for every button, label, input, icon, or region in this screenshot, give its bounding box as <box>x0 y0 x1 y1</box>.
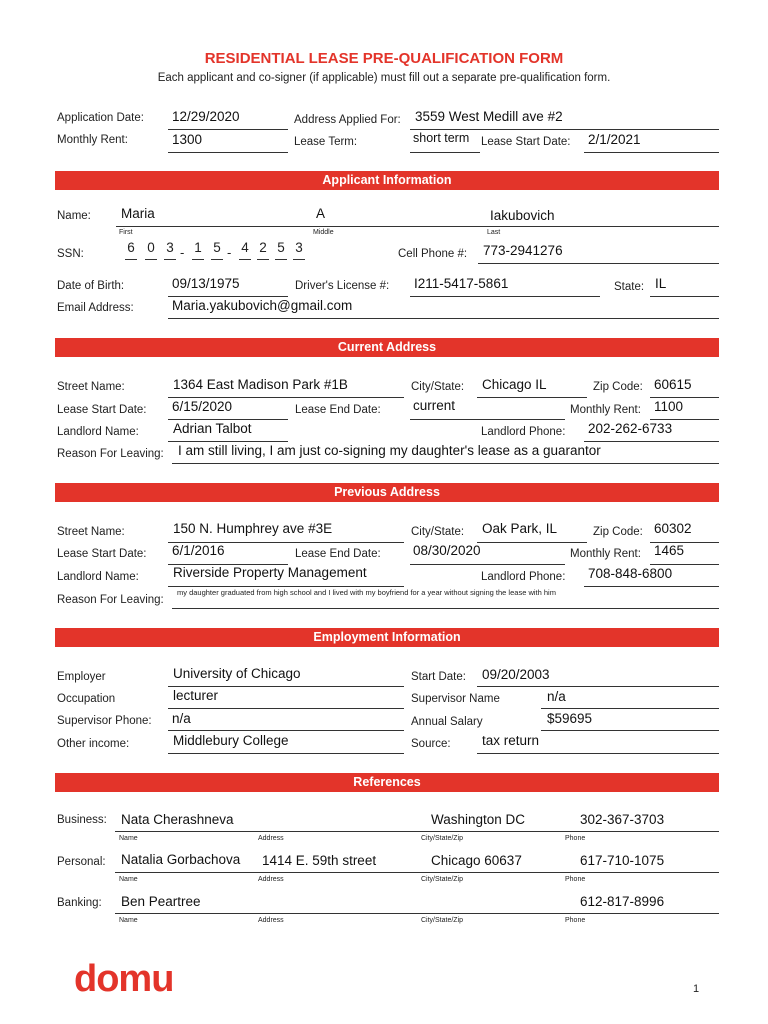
banking-ref-label: Banking: <box>57 897 102 909</box>
name-label: Name: <box>57 210 91 222</box>
personal-ref-label: Personal: <box>57 856 106 868</box>
business-ref-city[interactable]: Washington DC <box>431 812 526 827</box>
domu-logo: domu <box>74 958 174 1000</box>
previous-address-header: Previous Address <box>55 483 719 502</box>
current-street-label: Street Name: <box>57 381 125 393</box>
previous-street-field[interactable]: 150 N. Humphrey ave #3E <box>173 521 333 536</box>
cell-phone-label: Cell Phone #: <box>398 248 468 260</box>
previous-landlord-phone-label: Landlord Phone: <box>481 571 566 583</box>
lease-start-field[interactable]: 2/1/2021 <box>588 132 641 147</box>
drivers-license-label: Driver's License #: <box>295 280 390 292</box>
income-source-label: Source: <box>411 738 451 750</box>
current-landlord-field[interactable]: Adrian Talbot <box>173 421 252 436</box>
previous-street-label: Street Name: <box>57 526 125 538</box>
lease-term-field[interactable]: short term <box>413 131 470 145</box>
ssn-digit: 3 <box>295 240 303 255</box>
ssn-digit: 1 <box>194 240 202 255</box>
current-zip-label: Zip Code: <box>593 381 643 393</box>
middle-caption: Middle <box>313 229 334 236</box>
current-address-header: Current Address <box>55 338 719 357</box>
occupation-label: Occupation <box>57 693 116 705</box>
ssn-digit: 2 <box>259 240 267 255</box>
address-applied-label: Address Applied For: <box>294 114 401 126</box>
previous-reason-label: Reason For Leaving: <box>57 594 164 606</box>
business-ref-label: Business: <box>57 814 107 826</box>
monthly-rent-field[interactable]: 1300 <box>172 132 203 147</box>
name-caption: Name <box>119 835 138 842</box>
current-start-label: Lease Start Date: <box>57 404 147 416</box>
phone-caption: Phone <box>565 876 586 883</box>
application-date-field[interactable]: 12/29/2020 <box>172 109 240 124</box>
form-title: RESIDENTIAL LEASE PRE-QUALIFICATION FORM <box>204 50 564 67</box>
references-header: References <box>55 773 719 792</box>
name-caption: Name <box>119 917 138 924</box>
employer-field[interactable]: University of Chicago <box>173 666 301 681</box>
personal-ref-city[interactable]: Chicago 60637 <box>431 853 522 868</box>
supervisor-name-label: Supervisor Name <box>411 693 500 705</box>
supervisor-name-field[interactable]: n/a <box>547 689 566 704</box>
last-name-field[interactable]: Iakubovich <box>490 208 555 223</box>
current-rent-label: Monthly Rent: <box>570 404 641 416</box>
previous-end-label: Lease End Date: <box>295 548 381 560</box>
city-caption: City/State/Zip <box>421 835 464 842</box>
current-landlord-phone-field[interactable]: 202-262-6733 <box>588 421 673 436</box>
dob-field[interactable]: 09/13/1975 <box>172 276 240 291</box>
income-source-field[interactable]: tax return <box>482 733 540 748</box>
ssn-digit: 0 <box>147 240 155 255</box>
dob-label: Date of Birth: <box>57 280 125 292</box>
lease-start-label: Lease Start Date: <box>481 136 571 148</box>
address-caption: Address <box>258 876 284 883</box>
ssn-digit: 6 <box>127 240 135 255</box>
personal-ref-phone[interactable]: 617-710-1075 <box>580 853 665 868</box>
current-end-field[interactable]: current <box>413 398 456 413</box>
current-street-field[interactable]: 1364 East Madison Park #1B <box>173 377 348 392</box>
employer-label: Employer <box>57 671 106 683</box>
phone-caption: Phone <box>565 835 586 842</box>
state-label: State: <box>614 281 645 293</box>
previous-end-field[interactable]: 08/30/2020 <box>413 543 481 558</box>
city-caption: City/State/Zip <box>421 876 464 883</box>
previous-reason-field[interactable]: my daughter graduated from high school and I lived with my boyfriend for a year without signing the lease with him <box>177 588 556 597</box>
banking-ref-phone[interactable]: 612-817-8996 <box>580 894 665 909</box>
supervisor-phone-field[interactable]: n/a <box>172 711 191 726</box>
current-city-label: City/State: <box>411 381 465 393</box>
previous-landlord-phone-field[interactable]: 708-848-6800 <box>588 566 673 581</box>
drivers-license-field[interactable]: I211-5417-5861 <box>414 276 509 291</box>
current-rent-field[interactable]: 1100 <box>654 399 684 414</box>
previous-start-label: Lease Start Date: <box>57 548 147 560</box>
application-date-label: Application Date: <box>57 112 144 124</box>
ssn-label: SSN: <box>57 248 84 260</box>
address-applied-field[interactable]: 3559 West Medill ave #2 <box>415 109 563 124</box>
ssn-dash: - <box>180 245 185 260</box>
current-start-field[interactable]: 6/15/2020 <box>172 399 233 414</box>
previous-zip-label: Zip Code: <box>593 526 643 538</box>
current-reason-field[interactable]: I am still living, I am just co-signing my daughter's lease as a guarantor <box>178 443 601 458</box>
supervisor-phone-label: Supervisor Phone: <box>57 715 152 727</box>
previous-landlord-label: Landlord Name: <box>57 571 139 583</box>
page-number: 1 <box>693 983 700 995</box>
previous-rent-field[interactable]: 1465 <box>654 543 685 558</box>
last-caption: Last <box>487 229 501 236</box>
current-city-field[interactable]: Chicago IL <box>482 377 547 392</box>
business-ref-phone[interactable]: 302-367-3703 <box>580 812 665 827</box>
lease-term-label: Lease Term: <box>294 136 358 148</box>
state-field[interactable]: IL <box>655 276 667 291</box>
employment-info-header: Employment Information <box>55 628 719 647</box>
annual-salary-field[interactable]: $59695 <box>547 711 593 726</box>
ssn-digit: 5 <box>213 240 221 255</box>
banking-ref-name[interactable]: Ben Peartree <box>121 894 201 909</box>
annual-salary-label: Annual Salary <box>411 716 483 728</box>
employment-start-label: Start Date: <box>411 671 466 683</box>
ssn-dash: - <box>227 245 232 260</box>
personal-ref-name[interactable]: Natalia Gorbachova <box>121 852 241 867</box>
employment-start-field[interactable]: 09/20/2003 <box>482 667 550 682</box>
ssn-digit: 5 <box>277 240 285 255</box>
ssn-digit: 3 <box>166 240 174 255</box>
form-subtitle: Each applicant and co-signer (if applicable) must fill out a separate pre-qualification form. <box>157 72 611 84</box>
previous-city-label: City/State: <box>411 526 465 538</box>
email-field[interactable]: Maria.yakubovich@gmail.com <box>172 298 353 313</box>
current-reason-label: Reason For Leaving: <box>57 448 164 460</box>
first-name-field[interactable]: Maria <box>121 206 155 221</box>
previous-landlord-field[interactable]: Riverside Property Management <box>173 565 367 580</box>
previous-rent-label: Monthly Rent: <box>570 548 641 560</box>
occupation-field[interactable]: lecturer <box>173 688 219 703</box>
name-caption: Name <box>119 876 138 883</box>
previous-city-field[interactable]: Oak Park, IL <box>482 521 558 536</box>
current-landlord-label: Landlord Name: <box>57 426 139 438</box>
applicant-info-header: Applicant Information <box>55 171 719 190</box>
current-landlord-phone-label: Landlord Phone: <box>481 426 566 438</box>
ssn-digit: 4 <box>241 240 249 255</box>
city-caption: City/State/Zip <box>421 917 464 924</box>
previous-zip-field[interactable]: 60302 <box>654 521 692 536</box>
monthly-rent-label: Monthly Rent: <box>57 134 128 146</box>
business-ref-name[interactable]: Nata Cherashneva <box>121 812 234 827</box>
address-caption: Address <box>258 917 284 924</box>
other-income-field[interactable]: Middlebury College <box>173 733 289 748</box>
middle-name-field[interactable]: A <box>316 206 326 221</box>
current-end-label: Lease End Date: <box>295 404 381 416</box>
cell-phone-field[interactable]: 773-2941276 <box>483 243 563 258</box>
personal-ref-address[interactable]: 1414 E. 59th street <box>262 853 377 868</box>
other-income-label: Other income: <box>57 738 130 750</box>
email-label: Email Address: <box>57 302 134 314</box>
address-caption: Address <box>258 835 284 842</box>
phone-caption: Phone <box>565 917 586 924</box>
current-zip-field[interactable]: 60615 <box>654 377 692 392</box>
first-caption: First <box>119 229 133 236</box>
previous-start-field[interactable]: 6/1/2016 <box>172 543 225 558</box>
